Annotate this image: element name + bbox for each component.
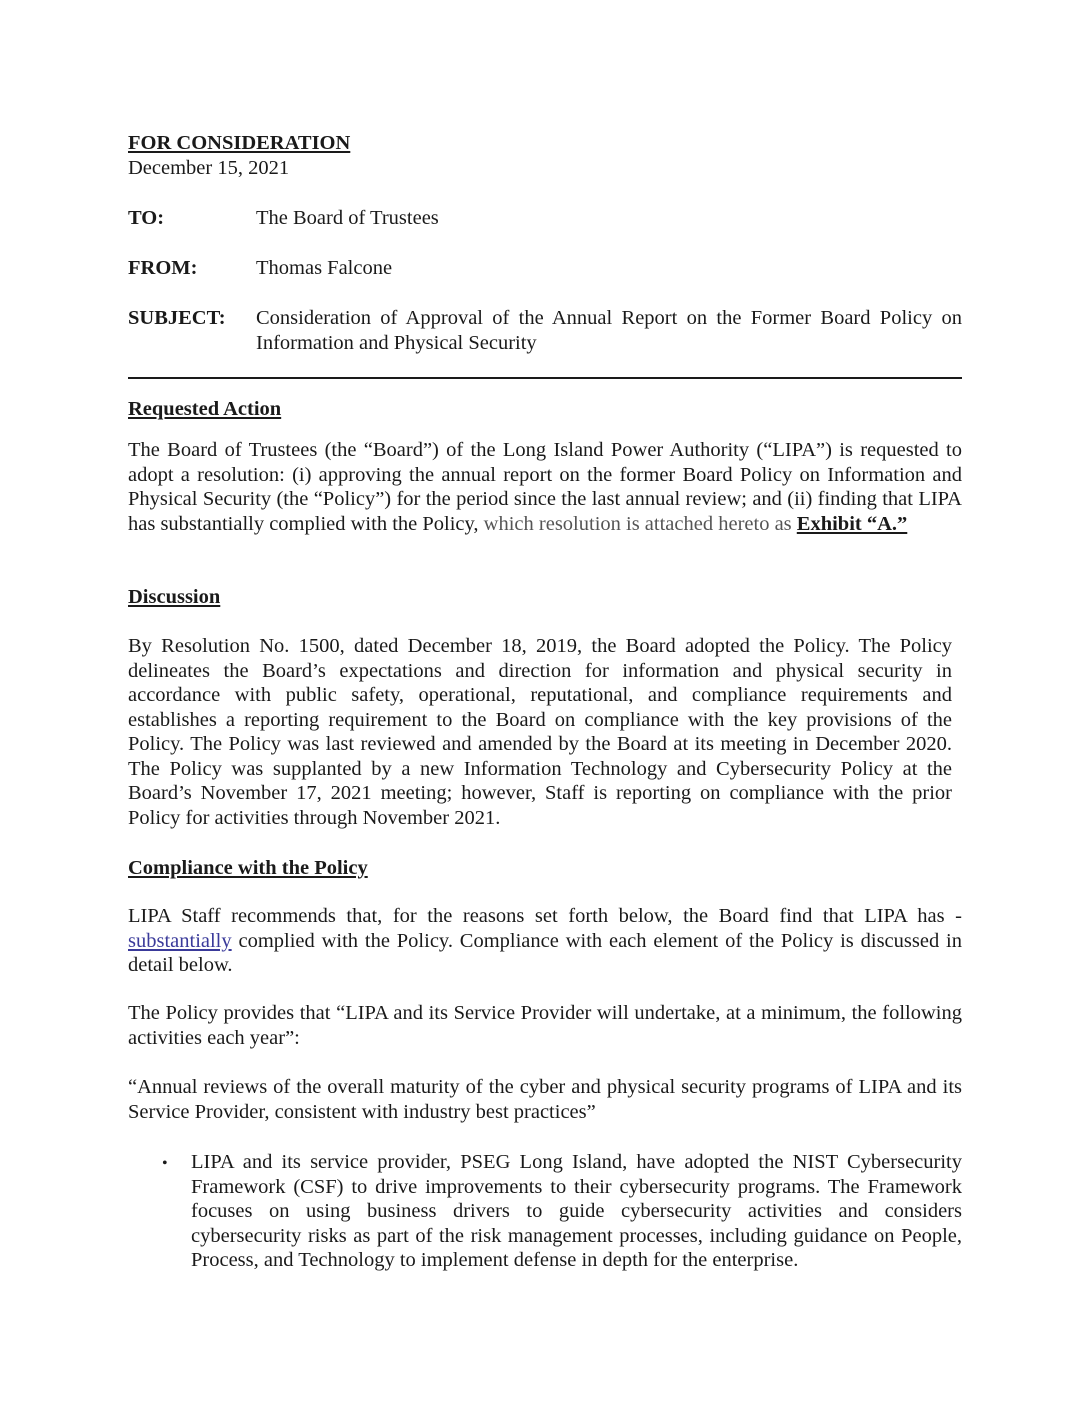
requested-action-text: The Board of Trustees (the “Board”) of the Long Island Power Authority (“LIPA”) is requested to adopt a resolution: (i) approving the annual report on the former Board Policy on Information and Physical Security (the “Policy”) for the period since the last annual review; and (ii) finding that LIPA has substantially complied with the Policy,: [128, 439, 962, 535]
requested-action-resolution-text: which resolution is attached hereto as: [478, 512, 797, 535]
to-label: TO:: [128, 207, 165, 229]
to-value: The Board of Trustees: [256, 207, 439, 229]
from-value: Thomas Falcone: [256, 257, 393, 279]
subject-label: SUBJECT:: [128, 307, 226, 329]
bullet-item-nist-framework: LIPA and its service provider, PSEG Long Island, have adopted the NIST Cybersecurity Framework (CSF) to drive improvements to their cybersecurity programs. The Framework focuses on using business drivers to guide cybersecurity activities and considers cybersecurity risks as part of the risk management processes, including guidance on People, Process, and Technology to implement defense in depth for the enterprise.: [191, 1151, 962, 1271]
compliance-text-before: LIPA Staff recommends that, for the reasons set forth below, the Board find that LIPA has -: [128, 905, 962, 927]
document-title: FOR CONSIDERATION: [128, 132, 351, 154]
discussion-heading: Discussion: [128, 586, 221, 608]
compliance-paragraph-1: [128, 904, 962, 978]
from-label: FROM:: [128, 257, 198, 279]
requested-action-paragraph: [128, 438, 962, 536]
document-date: December 15, 2021: [128, 157, 290, 179]
discussion-paragraph: By Resolution No. 1500, dated December 18, 2019, the Board adopted the Policy. The Policy delineates the Board’s expectations and direction for information and physical security in accordance with public safety, operational, reputational, and compliance requirements and establishes a reporting requirement to the Board on compliance with the key provisions of the Policy. The Policy was last reviewed and amended by the Board at its meeting in December 2020. The Policy was supplanted by a new Information Technology and Cybersecurity Policy at the Board’s November 17, 2021 meeting; however, Staff is reporting on compliance with the prior Policy for activities through November 2021.: [128, 635, 952, 829]
requested-action-heading: Requested Action: [128, 398, 282, 420]
compliance-heading: Compliance with the Policy: [128, 857, 368, 879]
subject-value: Consideration of Approval of the Annual Report on the Former Board Policy on Information and Physical Security: [256, 307, 962, 354]
substantially-link[interactable]: substantially: [128, 929, 232, 952]
compliance-quote: “Annual reviews of the overall maturity of the cyber and physical security programs of LIPA and its Service Provider, consistent with industry best practices”: [128, 1076, 962, 1123]
compliance-text-after: complied with the Policy. Compliance with each element of the Policy is discussed in detail below.: [128, 929, 962, 976]
header-divider: [128, 377, 962, 379]
exhibit-a-reference: Exhibit “A.”: [796, 512, 908, 535]
bullet-icon: •: [162, 1155, 168, 1172]
compliance-paragraph-2: The Policy provides that “LIPA and its Service Provider will undertake, at a minimum, the following activities each year”:: [128, 1002, 962, 1049]
